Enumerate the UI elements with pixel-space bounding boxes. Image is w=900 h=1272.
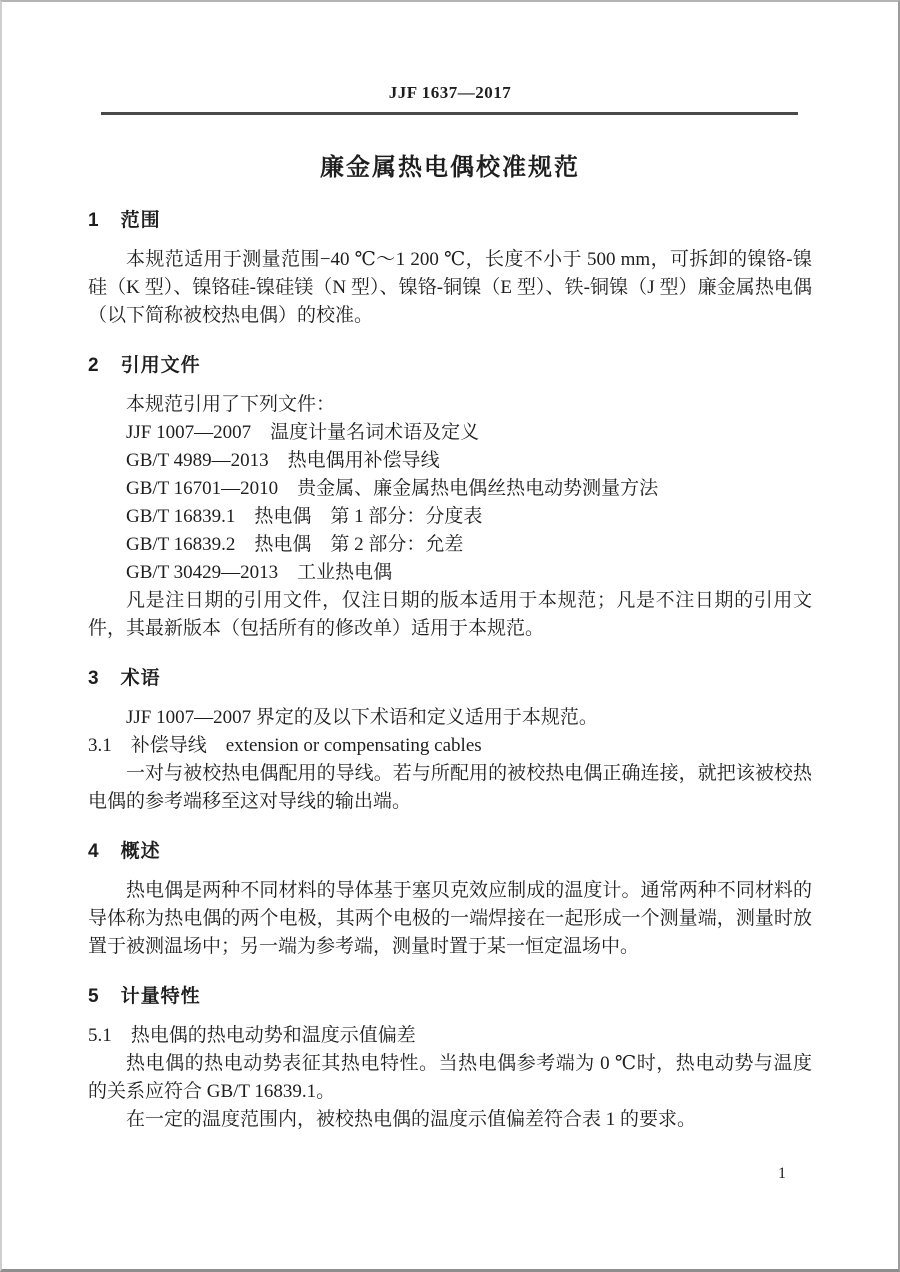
section-scope — [88, 207, 812, 330]
paragraph: JJF 1007—2007 界定的及以下术语和定义适用于本规范。 — [126, 707, 598, 728]
section-number: 3 — [88, 668, 99, 689]
section-terms — [88, 665, 812, 816]
section-heading-label: 范围 — [120, 210, 161, 231]
section-number: 2 — [88, 355, 99, 376]
paragraph: 一对与被校热电偶配用的导线。若与所配用的被校热电偶正确连接，就把该被校热电偶的参考端移至这对导线的输出端。 — [88, 763, 812, 812]
section-overview — [88, 838, 812, 961]
page-number: 1 — [778, 1165, 786, 1182]
section-heading — [88, 352, 812, 379]
paragraph: 凡是注日期的引用文件，仅注日期的版本适用于本规范；凡是不注日期的引用文件，其最新版本（包括所有的修改单）适用于本规范。 — [88, 590, 812, 639]
section-number: 5 — [88, 986, 99, 1007]
subclause-heading: 3.1 补偿导线 extension or compensating cables — [88, 735, 482, 756]
section-heading-label: 引用文件 — [120, 355, 201, 376]
section-heading — [88, 207, 812, 234]
section-number: 1 — [88, 210, 99, 231]
document-code: JJF 1637—2017 — [388, 83, 512, 102]
reference-list — [88, 419, 812, 587]
section-heading — [88, 665, 812, 692]
section-metrological-characteristics — [88, 983, 812, 1134]
reference-item: GB/T 16701—2010 贵金属、廉金属热电偶丝热电动势测量方法 — [126, 478, 659, 499]
section-heading-label: 术语 — [120, 668, 161, 689]
page-content — [2, 2, 898, 1134]
paragraph: 热电偶的热电动势表征其热电特性。当热电偶参考端为 0 ℃时，热电动势与温度的关系应符合 GB/T 16839.1。 — [88, 1053, 812, 1102]
paragraph: 本规范引用了下列文件： — [126, 394, 336, 415]
section-heading-label: 计量特性 — [120, 986, 201, 1007]
section-heading — [88, 838, 812, 865]
header-rule — [101, 112, 798, 115]
reference-item: GB/T 16839.2 热电偶 第 2 部分：允差 — [126, 534, 464, 555]
reference-item: GB/T 4989—2013 热电偶用补偿导线 — [126, 450, 440, 471]
document-title: 廉金属热电偶校准规范 — [320, 154, 580, 181]
section-number: 4 — [88, 841, 99, 862]
reference-item: JJF 1007—2007 温度计量名词术语及定义 — [126, 422, 480, 443]
subclause-heading: 5.1 热电偶的热电动势和温度示值偏差 — [88, 1025, 416, 1046]
paragraph: 热电偶是两种不同材料的导体基于塞贝克效应制成的温度计。通常两种不同材料的导体称为热电偶的两个电极，其两个电极的一端焊接在一起形成一个测量端，测量时放置于被测温场中；另一端为参考端，测量时置于某一恒定温场中。 — [88, 880, 812, 957]
reference-item: GB/T 30429—2013 工业热电偶 — [126, 562, 393, 583]
section-heading-label: 概述 — [120, 841, 161, 862]
reference-item: GB/T 16839.1 热电偶 第 1 部分：分度表 — [126, 506, 483, 527]
section-references — [88, 352, 812, 643]
section-heading — [88, 983, 812, 1010]
paragraph: 本规范适用于测量范围−40 ℃～1 200 ℃，长度不小于 500 mm，可拆卸的镍铬-镍硅（K 型）、镍铬硅-镍硅镁（N 型）、镍铬-铜镍（E 型）、铁-铜镍（J 型）廉金属热电偶（以下简称被校热电偶）的校准。 — [88, 249, 812, 326]
paragraph: 在一定的温度范围内，被校热电偶的温度示值偏差符合表 1 的要求。 — [126, 1109, 697, 1130]
